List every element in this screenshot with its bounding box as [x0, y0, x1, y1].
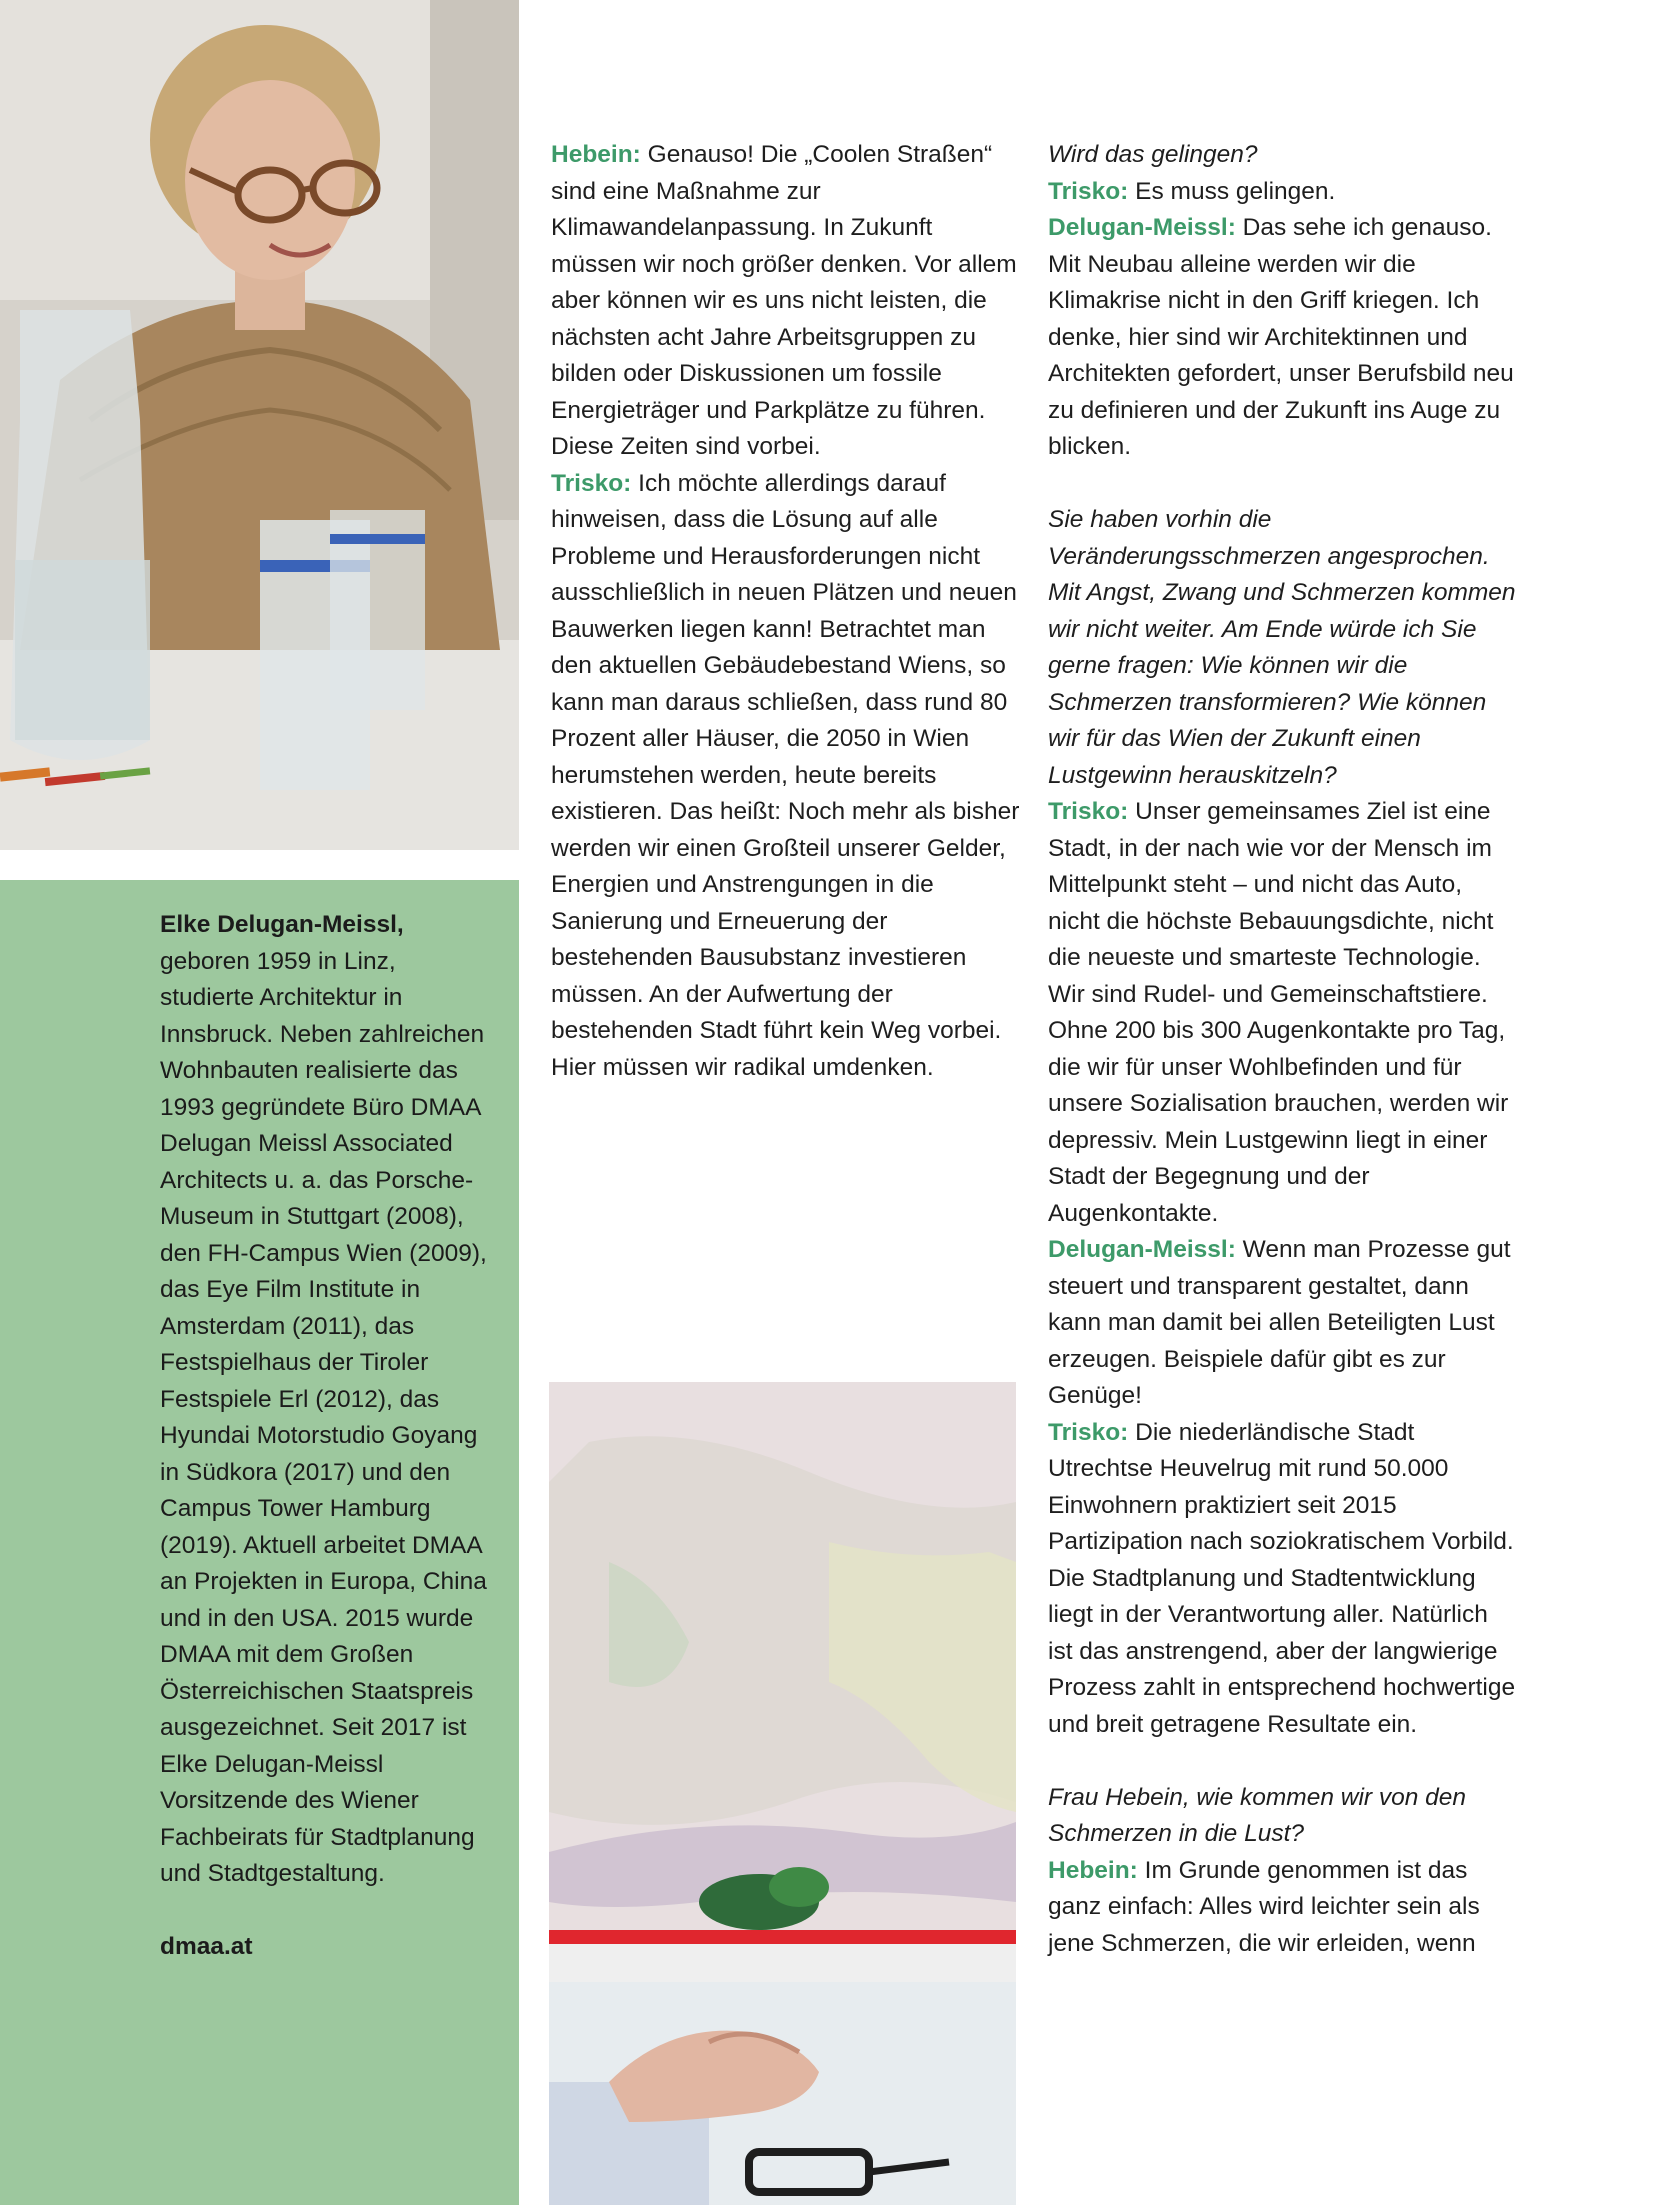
speaker-label: Trisko:: [1048, 177, 1129, 205]
column-middle: [551, 137, 1021, 1086]
paragraph: [1048, 210, 1518, 466]
speaker-label: Delugan-Meissl:: [1048, 1236, 1236, 1263]
hands-photo: [549, 1382, 1016, 2205]
question: Sie haben vorhin die Veränderungsschmerzen angesprochen. Mit Angst, Zwang und Schmerzen kommen wir nicht weiter. Am Ende würde ich Sie gerne fragen: Wie können wir die Schmerzen transformieren? Wie können wir für das Wien der Zukunft einen Lustgewinn herauskitzeln?: [1048, 506, 1516, 789]
speaker-label: Trisko:: [1048, 1418, 1129, 1446]
paragraph-text: Das sehe ich genauso. Mit Neubau alleine werden wir die Klimakrise nicht in den Griff kriegen. Ich denke, hier sind wir Architektinnen und Architekten gefordert, unser Berufsbild neu zu definieren und der Zukunft ins Auge zu blicken.: [1048, 214, 1514, 460]
paragraph-text: Im Grunde genommen ist das ganz einfach: Alles wird leichter sein als jene Schmerzen, die wir erleiden, wenn: [1048, 1856, 1480, 1957]
bio-name: Elke Delugan-Meissl,: [160, 911, 404, 938]
paragraph: [1048, 1232, 1518, 1415]
paragraph: [1048, 174, 1518, 211]
speaker-label: Delugan-Meissl:: [1048, 214, 1236, 241]
paragraph-text: Die niederländische Stadt Utrechtse Heuvelrug mit rund 50.000 Einwohnern praktiziert seit 2015 Partizipation nach soziokratischem Vorbild. Die Stadtplanung und Stadtentwicklung liegt in der Verantwortung aller. Natürlich ist das anstrengend, aber der langwierige Prozess zahlt in entsprechend hochwertige und breit getragene Resultate ein.: [1048, 1418, 1516, 1738]
speaker-label: Trisko:: [1048, 798, 1129, 825]
paragraph: [1048, 794, 1518, 1232]
paragraph: [551, 466, 1021, 1087]
bio-text: [160, 907, 490, 1965]
speaker-label: Hebein:: [551, 141, 641, 168]
paragraph-text: Wenn man Prozesse gut steuert und transparent gestaltet, dann kann man damit bei allen Beteiligten Lust erzeugen. Beispiele dafür gibt es zur Genüge!: [1048, 1236, 1511, 1409]
bio-url[interactable]: dmaa.at: [160, 1932, 253, 1960]
hands-photo-illustration: [549, 1382, 1016, 2205]
portrait-photo: [0, 0, 519, 850]
paragraph-text: Genauso! Die „Coolen Straßen“ sind eine Maßnahme zur Klimawandelanpassung. In Zukunft müssen wir noch größer denken. Vor allem aber können wir es uns nicht leisten, die nächsten acht Jahre Arbeitsgruppen zu bilden oder Diskussionen um fossile Energieträger und Parkplätze zu führen. Diese Zeiten sind vorbei.: [551, 141, 1017, 460]
paragraph: [551, 137, 1021, 466]
paragraph-text: Unser gemeinsames Ziel ist eine Stadt, in der nach wie vor der Mensch im Mittelpunkt steht – und nicht das Auto, nicht die höchste Bebauungsdichte, nicht die neueste und smarteste Technologie. Wir sind Rudel- und Gemeinschaftstiere. Ohne 200 bis 300 Augenkontakte pro Tag, die wir für unser Wohlbefinden und für unsere Sozialisation brauchen, werden wir depressiv. Mein Lustgewinn liegt in einer Stadt der Begegnung und der Augenkontakte.: [1048, 798, 1509, 1227]
speaker-label: Hebein:: [1048, 1856, 1138, 1884]
column-right: [1048, 137, 1518, 1962]
paragraph: [1048, 1853, 1518, 1963]
bio-body: geboren 1959 in Linz, studierte Architektur in Innsbruck. Neben zahlreichen Wohnbauten realisierte das 1993 gegründete Büro DMAA Delugan Meissl Associated Architects u. a. das Porsche-Museum in Stuttgart (2008), den FH-Campus Wien (2009), das Eye Film Institute in Amsterdam (2011), das Festspielhaus der Tiroler Festspiele Erl (2012), das Hyundai Motorstudio Goyang in Südkora (2017) und den Campus Tower Hamburg (2019). Aktuell arbeitet DMAA an Projekten in Europa, China und in den USA. 2015 wurde DMAA mit dem Großen Österreichischen Staatspreis ausgezeichnet. Seit 2017 ist Elke Delugan-Meissl Vorsitzende des Wiener Fachbeirats für Stadtplanung und Stadtgestaltung.: [160, 947, 487, 1887]
question: Wird das gelingen?: [1048, 141, 1258, 168]
paragraph-text: Ich möchte allerdings darauf hinweisen, dass die Lösung auf alle Probleme und Herausforderungen nicht ausschließlich in neuen Plätzen und neuen Bauwerken liegen kann! Betrachtet man den aktuellen Gebäudebestand Wiens, so kann man daraus schließen, dass rund 80 Prozent aller Häuser, die 2050 in Wien herumstehen werden, heute bereits existieren. Das heißt: Noch mehr als bisher werden wir einen Großteil unserer Gelder, Energien und Anstrengungen in die Sanierung und Erneuerung der bestehenden Bausubstanz investieren müssen. An der Aufwertung der bestehenden Stadt führt kein Weg vorbei. Hier müssen wir radikal umdenken.: [551, 469, 1020, 1081]
speaker-label: Trisko:: [551, 469, 632, 497]
paragraph-text: Es muss gelingen.: [1128, 177, 1336, 205]
paragraph: [1048, 1415, 1518, 1744]
portrait-photo-illustration: [0, 0, 519, 850]
question: Frau Hebein, wie kommen wir von den Schmerzen in die Lust?: [1048, 1783, 1467, 1847]
